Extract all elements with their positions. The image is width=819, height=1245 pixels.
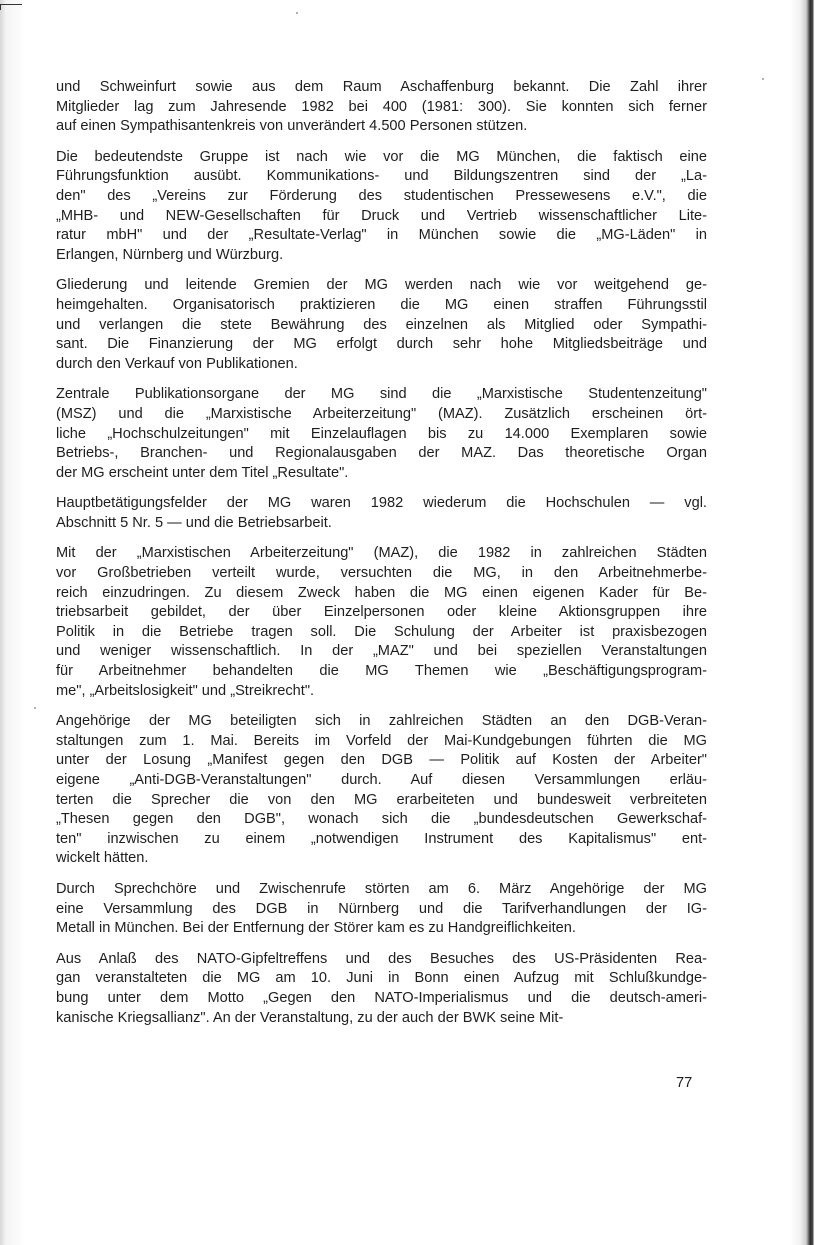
scan-speck <box>762 78 764 80</box>
paragraph <box>56 494 707 533</box>
paragraph <box>56 712 707 869</box>
text-line: Die bedeutendste Gruppe ist nach wie vor die MG München, die faktisch eine <box>56 148 707 165</box>
text-line: Führungsfunktion ausübt. Kommunikations- und Bildungszentren sind der „La- <box>56 168 707 185</box>
text-line: ten" inzwischen zu einem „notwendigen Instrument des Kapitalismus" ent- <box>56 830 707 847</box>
text-line: auf einen Sympathisantenkreis von unverändert 4.500 Personen stützen. <box>56 118 528 135</box>
text-line: gan veranstalteten die MG am 10. Juni in Bonn einen Aufzug mit Schlußkundge- <box>56 970 707 987</box>
text-line: sant. Die Finanzierung der MG erfolgt durch sehr hohe Mitgliedsbeiträge und <box>56 336 707 353</box>
text-line: wickelt hätten. <box>56 850 149 867</box>
text-line: eine Versammlung des DGB in Nürnberg und die Tarifverhandlungen der IG- <box>56 900 707 917</box>
text-line: der MG erscheint unter dem Titel „Resultate". <box>56 464 349 481</box>
text-line: Aus Anlaß des NATO-Gipfeltreffens und des Besuches des US-Präsidenten Rea- <box>56 950 707 967</box>
paragraph <box>56 78 707 137</box>
text-line: ratur mbH" und der „Resultate-Verlag" in München sowie die „MG-Läden" in <box>56 227 707 244</box>
text-line: und weniger wissenschaftlich. In der „MAZ" und bei speziellen Veranstaltungen <box>56 643 707 660</box>
text-line: Betriebs-, Branchen- und Regionalausgaben der MAZ. Das theoretische Organ <box>56 445 707 462</box>
body-text <box>56 78 707 1039</box>
text-line: Hauptbetätigungsfelder der MG waren 1982 wiederum die Hochschulen — vgl. <box>56 495 707 512</box>
text-line: bung unter dem Motto „Gegen den NATO-Imperialismus und die deutsch-ameri- <box>56 989 707 1006</box>
text-line: Politik in die Betriebe tragen soll. Die Schulung der Arbeiter ist praxisbezogen <box>56 623 707 640</box>
paragraph <box>56 880 707 939</box>
scan-speck <box>296 12 298 14</box>
paragraph <box>56 544 707 701</box>
text-line: Erlangen, Nürnberg und Würzburg. <box>56 246 284 263</box>
text-line: reich einzudringen. Zu diesem Zweck haben die MG einen eigenen Kader für Be- <box>56 584 707 601</box>
text-line: Mit der „Marxistischen Arbeiterzeitung" (MAZ), die 1982 in zahlreichen Städten <box>56 545 707 562</box>
text-line: eigene „Anti-DGB-Veranstaltungen" durch. Auf diesen Versammlungen erläu- <box>56 772 707 788</box>
text-line: Mitglieder lag zum Jahresende 1982 bei 400 (1981: 300). Sie konnten sich ferner <box>56 98 707 115</box>
text-line: und Schweinfurt sowie aus dem Raum Aschaffenburg bekannt. Die Zahl ihrer <box>56 79 707 95</box>
text-line: Abschnitt 5 Nr. 5 — und die Betriebsarbeit. <box>56 514 332 531</box>
text-line: vor Großbetrieben verteilt wurde, versuchten die MG, in den Arbeitnehmerbe- <box>56 565 707 582</box>
text-line: Gliederung und leitende Gremien der MG werden nach wie vor weitgehend ge- <box>56 277 707 294</box>
text-line: kanische Kriegsallianz". An der Veranstaltung, zu der auch der BWK seine Mit- <box>56 1009 564 1026</box>
text-line: und verlangen die stete Bewährung des einzelnen als Mitglied oder Sympathi- <box>56 316 707 333</box>
text-line: unter der Losung „Manifest gegen den DGB — Politik auf Kosten der Arbeiter" <box>56 752 707 769</box>
crop-mark <box>0 4 1 10</box>
text-line: staltungen zum 1. Mai. Bereits im Vorfeld der Mai-Kundgebungen führten die MG <box>56 732 707 749</box>
scan-speck <box>34 707 36 709</box>
paragraph <box>56 276 707 374</box>
text-line: terten die Sprecher die von den MG erarbeiteten und bundesweit verbreiteten <box>56 791 707 808</box>
text-line: Metall in München. Bei der Entfernung der Störer kam es zu Handgreiflichkeiten. <box>56 920 576 937</box>
text-line: den" des „Vereins zur Förderung des studentischen Pressewesens e.V.", die <box>56 187 707 204</box>
text-line: Durch Sprechchöre und Zwischenrufe störten am 6. März Angehörige der MG <box>56 880 707 897</box>
text-line: Angehörige der MG beteiligten sich in zahlreichen Städten an den DGB-Veran- <box>56 713 707 730</box>
crop-mark <box>0 4 22 5</box>
paragraph <box>56 385 707 483</box>
text-line: triebsarbeit gebildet, der über Einzelpersonen oder kleine Aktionsgruppen ihre <box>56 604 707 621</box>
text-line: me", „Arbeitslosigkeit" und „Streikrecht". <box>56 682 315 699</box>
paragraph <box>56 148 707 266</box>
text-line: durch den Verkauf von Publikationen. <box>56 355 298 372</box>
page-number: 77 <box>676 1075 693 1091</box>
text-line: heimgehalten. Organisatorisch praktizieren die MG einen straffen Führungsstil <box>56 296 707 313</box>
text-line: für Arbeitnehmer behandelten die MG Themen wie „Beschäftigungsprogram- <box>56 663 707 680</box>
text-line: Zentrale Publikationsorgane der MG sind die „Marxistische Studentenzeitung" <box>56 386 707 403</box>
text-line: „MHB- und NEW-Gesellschaften für Druck und Vertrieb wissenschaftlicher Lite- <box>56 207 707 224</box>
text-line: „Thesen gegen den DGB", wonach sich die „bundesdeutschen Gewerkschaf- <box>56 811 707 828</box>
text-line: liche „Hochschulzeitungen" mit Einzelauflagen bis zu 14.000 Exemplaren sowie <box>56 425 707 442</box>
text-line: (MSZ) und die „Marxistische Arbeiterzeitung" (MAZ). Zusätzlich erscheinen ört- <box>56 405 707 422</box>
paragraph <box>56 950 707 1028</box>
